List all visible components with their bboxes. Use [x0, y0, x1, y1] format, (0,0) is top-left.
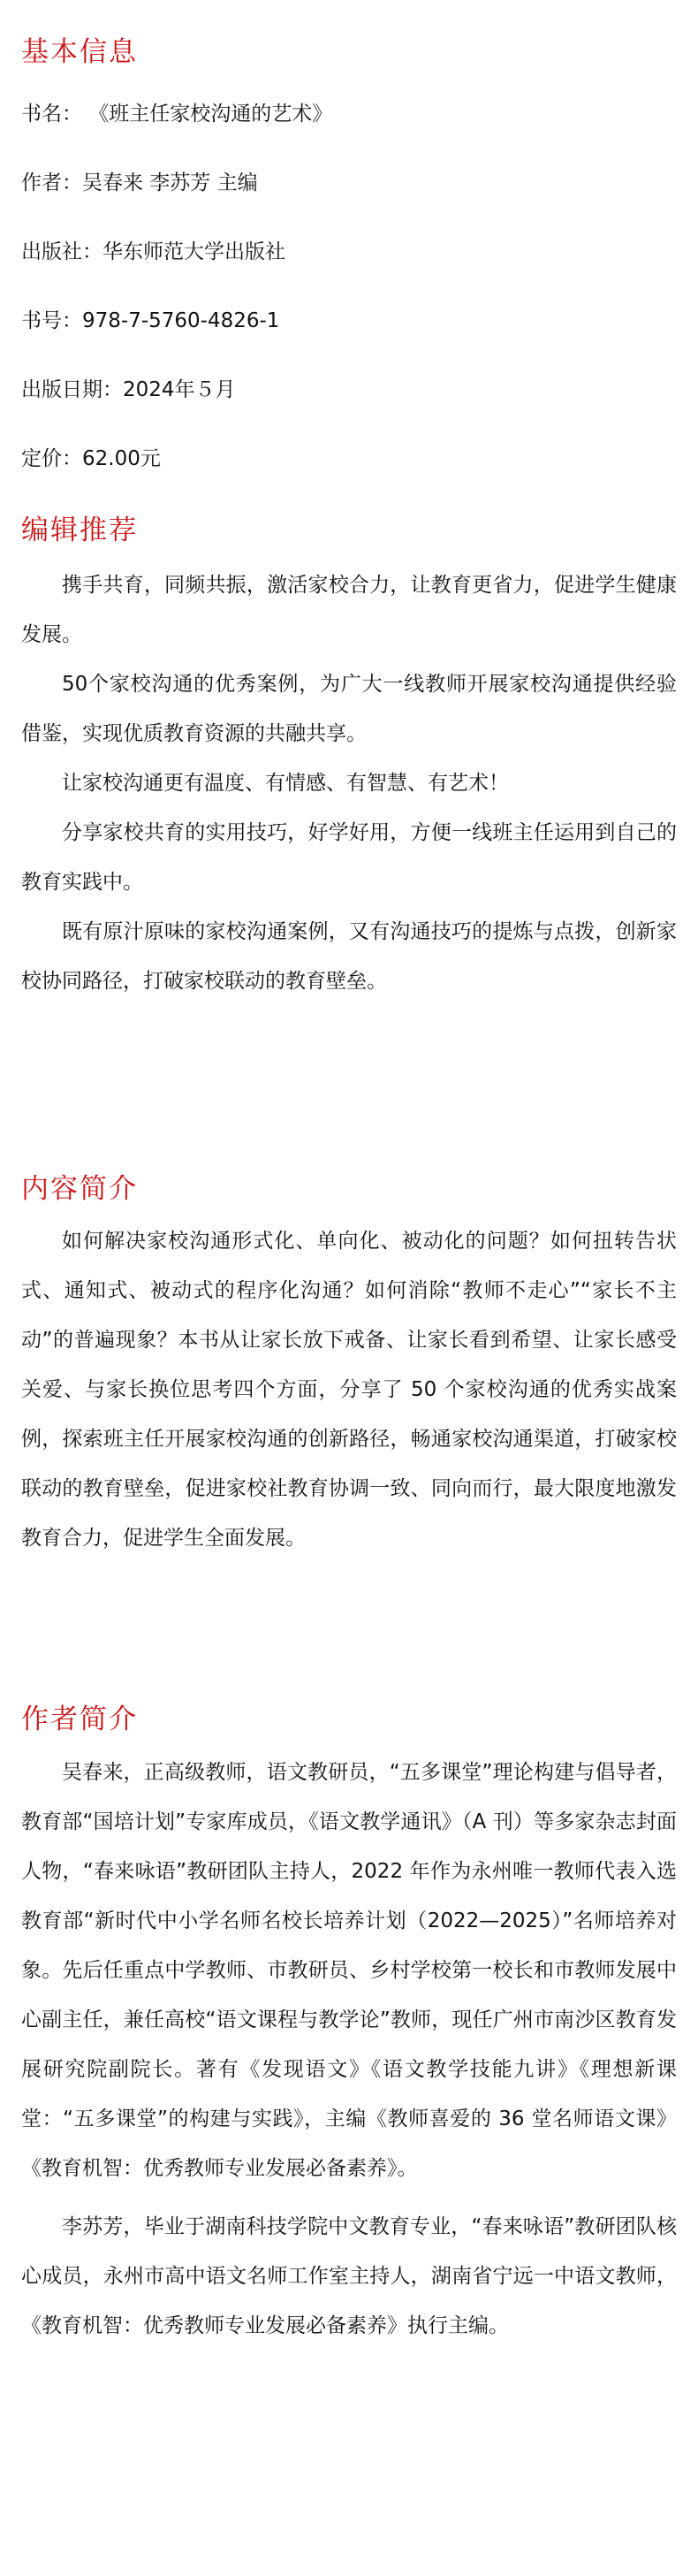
author-intro-body	[21, 1748, 677, 2351]
info-row-pub-date: 出版日期：2024年５月	[21, 378, 236, 401]
content-summary-body	[21, 1216, 677, 1563]
recommendation-paragraph: 50个家校沟通的优秀案例，为广大一线教师开展家校沟通提供经验借鉴，实现优质教育资源的共融共享。	[21, 673, 677, 745]
basic-info-heading: 基本信息	[21, 36, 138, 68]
author-paragraph-li-sufang: 李苏芳，毕业于湖南科技学院中文教育专业，“春来咏语”教研团队核心成员，永州市高中语文名师工作室主持人，湖南省宁远一中语文教师，《教育机智：优秀教师专业发展必备素养》执行主编。	[21, 2215, 677, 2337]
content-summary-heading: 内容简介	[21, 1173, 138, 1205]
editor-recommendation-heading: 编辑推荐	[21, 514, 138, 546]
basic-info-list	[21, 100, 677, 514]
summary-paragraph: 如何解决家校沟通形式化、单向化、被动化的问题？如何扭转告状式、通知式、被动式的程序化沟通？如何消除“教师不走心”“家长不主动”的普遍现象？本书从让家长放下戒备、让家长看到希望、让家长感受关爱、与家长换位思考四个方面，分享了 50 个家校沟通的优秀实战案例，探索班主任开展家校沟通的创新路径，畅通家校沟通渠道，打破家校联动的教育壁垒，促进家校社教育协调一致、同向而行，最大限度地激发教育合力，促进学生全面发展。	[21, 1230, 677, 1550]
info-row-title: 书名： 《班主任家校沟通的艺术》	[21, 103, 333, 126]
recommendation-paragraph: 携手共育，同频共振，激活家校合力，让教育更省力，促进学生健康发展。	[21, 574, 677, 646]
recommendation-paragraph: 分享家校共育的实用技巧，好学好用，方便一线班主任运用到自己的教育实践中。	[21, 821, 677, 894]
info-row-publisher: 出版社：华东师范大学出版社	[21, 240, 285, 263]
info-row-isbn: 书号：978-7-5760-4826-1	[21, 309, 280, 332]
paragraph-gap	[21, 2193, 677, 2202]
recommendation-paragraph: 让家校沟通更有温度、有情感、有智慧、有艺术！	[62, 772, 509, 795]
info-row-price: 定价：62.00元	[21, 447, 161, 470]
author-intro-heading: 作者简介	[21, 1703, 138, 1735]
info-row-authors: 作者：吴春来 李苏芳 主编	[21, 171, 258, 194]
author-paragraph-wu-chunlai: 吴春来，正高级教师，语文教研员，“五多课堂”理论构建与倡导者，教育部“国培计划”专家库成员，《语文教学通讯》（A 刊）等多家杂志封面人物，“春来咏语”教研团队主持人，2022 年作为永州唯一教师代表入选教育部“新时代中小学名师名校长培养计划（2022—2025）”名师培养对象。先后任重点中学教师、市教研员、乡村学校第一校长和市教师发展中心副主任，兼任高校“语文课程与教学论”教师，现任广州市南沙区教育发展研究院副院长。著有《发现语文》《语文教学技能九讲》《理想新课堂：“五多课堂”的构建与实践》，主编《教师喜爱的 36 堂名师语文课》《教育机智：优秀教师专业发展必备素养》。	[21, 1761, 677, 2180]
recommendation-paragraph: 既有原汁原味的家校沟通案例，又有沟通技巧的提炼与点拨，创新家校协同路径，打破家校联动的教育壁垒。	[21, 920, 677, 993]
editor-recommendation-body	[21, 560, 677, 1006]
